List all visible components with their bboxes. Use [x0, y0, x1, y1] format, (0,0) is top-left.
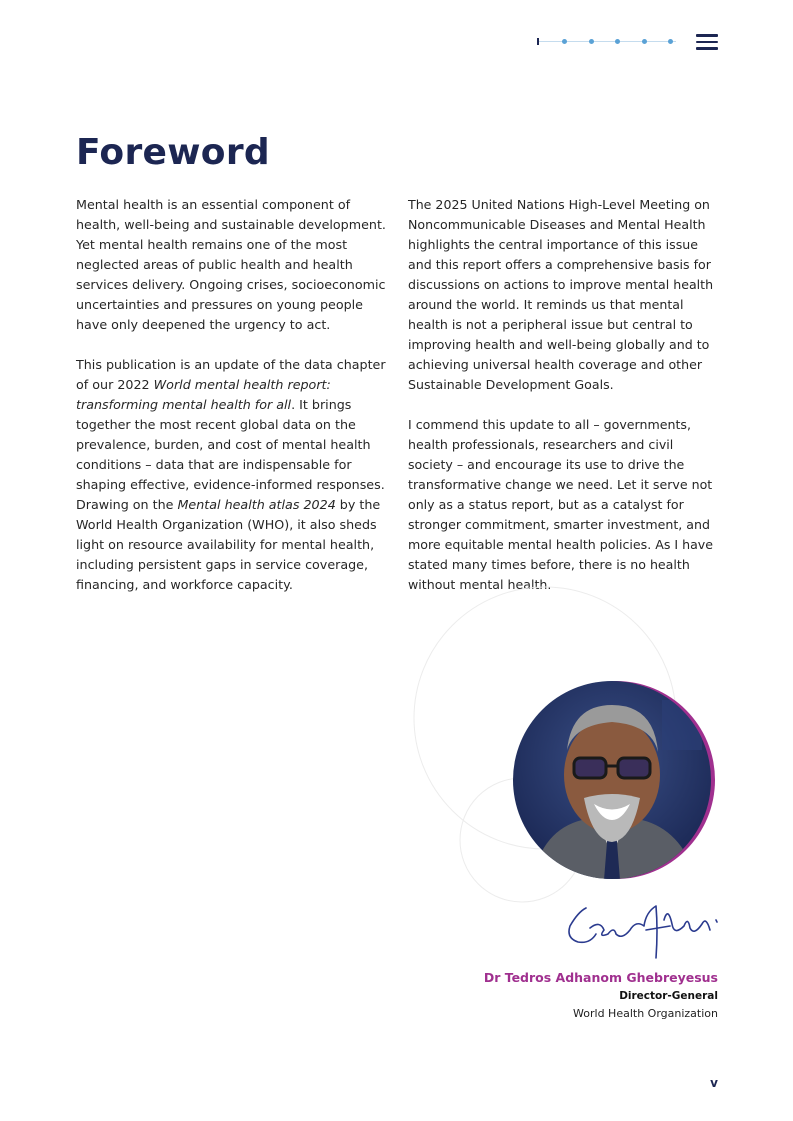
paragraph: Mental health is an essential component of health, well-being and sustainable development. Yet mental health remains one of the most neglected areas of public health and health services delivery. Ongoing crises, socioeconomic uncertainties and pressures on young people have only deepened the urgency to act.	[76, 197, 386, 332]
signatory-name: Dr Tedros Adhanom Ghebreyesus	[483, 970, 718, 985]
paragraph: The 2025 United Nations High-Level Meeting on Noncommunicable Diseases and Mental Health highlights the central importance of this issue and this report offers a comprehensive basis for discussions on actions to improve mental health around the world. It reminds us that mental health is not a peripheral issue but central to improving health and well-being globally and to achieving universal health coverage and other Sustainable Development Goals.	[408, 197, 714, 392]
report-title: World mental health report: transforming mental health for all	[76, 377, 331, 412]
paragraph: I commend this update to all – governments, health professionals, researchers and civil society – and encourage its use to drive the transformative change we need. Let it serve not only as a status report, but as a catalyst for stronger commitment, smarter investment, and more equitable mental health policies. As I have stated many times before, there is no health without mental health.	[408, 417, 714, 592]
handwritten-signature	[560, 900, 722, 962]
page-title: Foreword	[76, 132, 270, 173]
signatory-organization: World Health Organization	[573, 1007, 718, 1020]
page-number: v	[710, 1076, 718, 1090]
signatory-title: Director-General	[619, 990, 718, 1002]
atlas-title: Mental health atlas 2024	[177, 497, 336, 512]
paragraph: This publication is an update of the data chapter of our 2022 World mental health report: transforming mental health for all. It brings together the most recent global data on the prevalence, burden, and cost of mental health conditions – data that are indispensable for shaping effective, evidence-informed responses. Drawing on the Mental health atlas 2024 by the World Health Organization (WHO), it also sheds light on resource availability for mental health, including persistent gaps in service coverage, financing, and workforce capacity.	[76, 357, 386, 592]
portrait-photo	[512, 680, 718, 880]
